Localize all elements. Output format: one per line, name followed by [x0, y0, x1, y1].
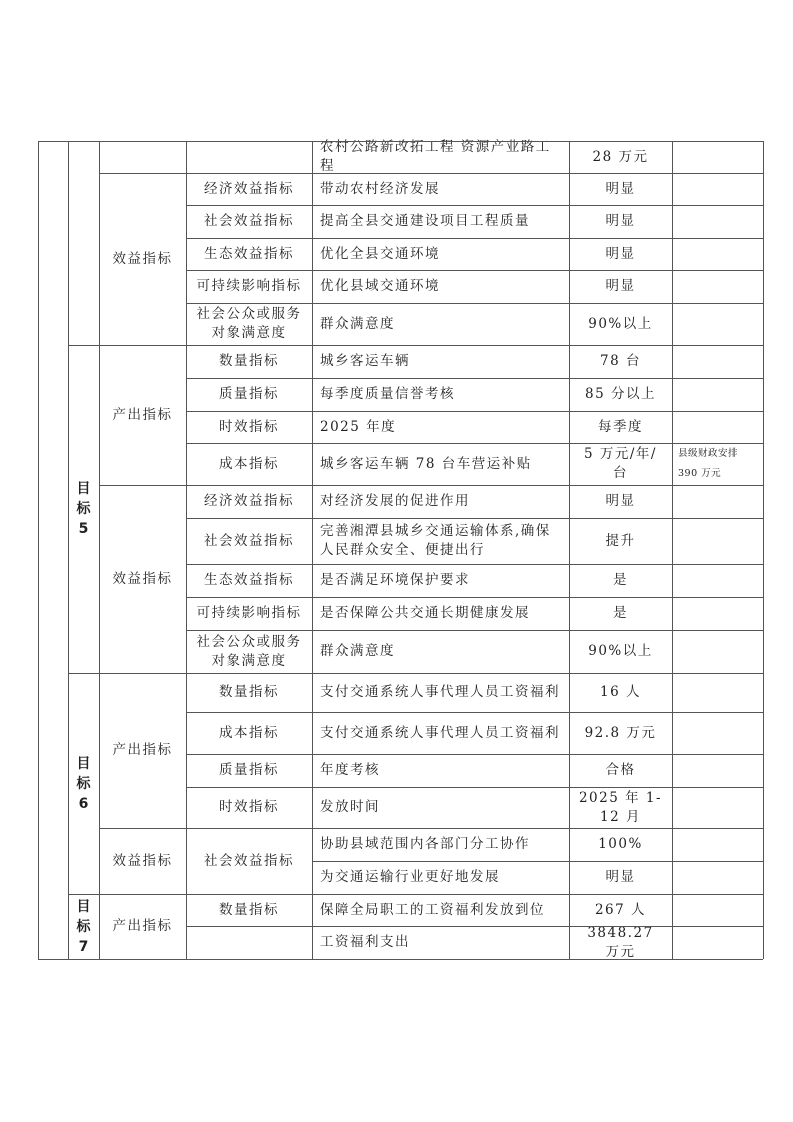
table-rule	[186, 443, 763, 444]
remark	[672, 485, 763, 518]
table-rule	[68, 894, 763, 895]
table-rule	[763, 141, 764, 959]
table-rule	[186, 411, 763, 412]
indicator-value: 90%以上	[588, 643, 653, 659]
sub-indicator: 社会效益指标	[204, 213, 294, 229]
remark	[672, 828, 763, 861]
table-rule	[186, 205, 763, 206]
indicator-value: 85 分以上	[585, 386, 656, 402]
indicator-content: 群众满意度	[320, 643, 395, 659]
category-output: 产出指标	[112, 406, 173, 423]
table-rule	[186, 712, 763, 713]
remark	[672, 712, 763, 754]
table-rule	[186, 303, 763, 304]
table-rule	[312, 141, 313, 959]
sub-indicator: 质量指标	[219, 762, 279, 778]
table-rule	[68, 345, 763, 346]
indicator-value: 提升	[605, 532, 636, 549]
remark	[672, 630, 763, 673]
table-rule	[99, 828, 763, 829]
goal-5-label: 目 标 5	[76, 481, 91, 537]
remark	[672, 894, 763, 926]
table-rule	[99, 485, 763, 486]
remark	[672, 673, 763, 712]
table-rule	[186, 518, 763, 519]
indicator-value: 28 万元	[592, 148, 649, 165]
remark	[672, 787, 763, 828]
sub-indicator: 数量指标	[219, 353, 279, 369]
table-rule	[99, 141, 100, 959]
remark	[672, 205, 763, 238]
indicator-content: 支付交通系统人事代理人员工资福利	[320, 684, 560, 700]
table-rule	[186, 378, 763, 379]
remark	[672, 345, 763, 378]
remark	[672, 926, 763, 959]
indicator-value: 5 万元/年/台	[584, 446, 657, 481]
remark	[672, 270, 763, 303]
indicator-content: 协助县域范围内各部门分工协作	[320, 836, 530, 852]
indicator-value: 16 人	[600, 684, 641, 700]
indicator-content: 完善湘潭县城乡交通运输体系,确保人民群众安全、便捷出行	[320, 523, 551, 558]
indicator-content: 群众满意度	[320, 315, 395, 332]
table-rule	[68, 673, 763, 674]
indicator-value: 100%	[598, 836, 643, 852]
indicator-content: 优化全县交通环境	[320, 245, 440, 262]
sub-indicator: 成本指标	[219, 455, 279, 472]
sub-indicator: 时效指标	[219, 799, 279, 815]
remark: 县级财政安排 390 万元	[678, 448, 739, 479]
sub-indicator	[186, 141, 312, 173]
table-rule	[186, 141, 187, 959]
indicator-value: 明显	[605, 869, 636, 885]
remark	[672, 597, 763, 630]
indicator-content: 为交通运输行业更好地发展	[320, 869, 500, 885]
table-rule	[186, 787, 763, 788]
remark	[672, 141, 763, 173]
category-output: 产出指标	[112, 742, 173, 758]
table-rule	[186, 564, 763, 565]
indicator-value: 90%以上	[588, 315, 653, 332]
category-output: 产出指标	[112, 918, 173, 934]
sub-indicator: 生态效益指标	[204, 245, 294, 262]
table-rule	[38, 141, 763, 142]
indicator-content: 城乡客运车辆	[320, 353, 410, 369]
category-benefit: 效益指标	[112, 570, 173, 587]
sub-indicator: 社会公众或服务对象满意度	[196, 633, 302, 669]
indicator-content: 支付交通系统人事代理人员工资福利	[320, 724, 560, 741]
sub-indicator: 时效指标	[219, 418, 279, 435]
indicator-content: 提高全县交通建设项目工程质量	[320, 213, 530, 229]
remark	[672, 238, 763, 270]
indicator-content: 2025 年度	[320, 418, 397, 435]
table-rule	[672, 141, 673, 959]
indicator-content: 保障全局职工的工资福利发放到位	[320, 901, 545, 918]
indicator-value: 78 台	[600, 353, 641, 369]
indicator-value: 明显	[605, 180, 636, 197]
indicator-content: 发放时间	[320, 799, 380, 815]
sub-indicator: 经济效益指标	[204, 180, 294, 197]
goal-7-label: 目 标 7	[76, 898, 91, 955]
indicator-content: 农村公路新改拓工程 资源产业路工程	[320, 139, 551, 174]
remark	[672, 754, 763, 787]
indicator-value: 267 人	[594, 901, 647, 918]
remark	[672, 411, 763, 443]
sub-indicator: 可持续影响指标	[196, 278, 302, 294]
sub-indicator: 数量指标	[219, 684, 279, 700]
sub-indicator: 社会效益指标	[204, 852, 294, 869]
indicator-value: 明显	[605, 278, 636, 294]
table-rule	[569, 141, 570, 959]
indicator-content: 城乡客运车辆 78 台车营运补贴	[320, 455, 532, 472]
sub-indicator: 可持续影响指标	[196, 605, 302, 621]
table-rule	[99, 173, 763, 174]
table-rule	[186, 270, 763, 271]
sub-indicator: 成本指标	[219, 724, 279, 741]
sub-indicator: 经济效益指标	[204, 493, 294, 509]
table-rule	[312, 861, 763, 862]
sub-indicator: 社会公众或服务对象满意度	[196, 306, 302, 341]
indicator-content: 工资福利支出	[320, 934, 410, 950]
indicator-content: 优化县域交通环境	[320, 278, 440, 294]
table-rule	[186, 754, 763, 755]
remark	[672, 378, 763, 411]
category-benefit: 效益指标	[112, 852, 173, 869]
indicator-value: 92.8 万元	[584, 724, 657, 741]
remark	[672, 861, 763, 894]
sub-indicator: 生态效益指标	[204, 572, 294, 588]
remark	[672, 518, 763, 564]
table-rule	[38, 141, 39, 959]
sub-indicator: 社会效益指标	[204, 532, 294, 549]
sub-indicator	[186, 926, 312, 959]
indicator-content: 年度考核	[320, 762, 380, 778]
indicator-value: 每季度	[598, 418, 643, 435]
table-rule	[186, 238, 763, 239]
indicator-content: 是否保障公共交通长期健康发展	[320, 605, 530, 621]
table-rule	[186, 597, 763, 598]
sub-indicator: 数量指标	[219, 901, 279, 918]
indicator-content: 是否满足环境保护要求	[320, 572, 470, 588]
table-rule	[186, 926, 763, 927]
indicator-value: 明显	[605, 245, 636, 262]
goal-6-label: 目 标 6	[76, 755, 91, 812]
table-rule	[186, 630, 763, 631]
indicator-value: 是	[613, 605, 628, 621]
remark	[672, 303, 763, 345]
indicator-value: 2025 年 1-12 月	[578, 789, 663, 825]
remark	[672, 564, 763, 597]
remark	[672, 173, 763, 205]
table-rule	[38, 959, 763, 960]
indicator-value: 合格	[605, 762, 636, 778]
table-rule	[68, 141, 69, 959]
indicator-value: 3848.27 万元	[587, 924, 654, 960]
indicator-value: 明显	[605, 493, 636, 509]
indicator-content: 每季度质量信誉考核	[320, 386, 455, 402]
indicator-content: 带动农村经济发展	[320, 180, 440, 197]
sub-indicator: 质量指标	[219, 386, 279, 402]
indicator-content: 对经济发展的促进作用	[320, 493, 470, 509]
indicator-value: 明显	[605, 213, 636, 229]
indicator-value: 是	[613, 572, 628, 588]
category-benefit: 效益指标	[112, 250, 173, 267]
